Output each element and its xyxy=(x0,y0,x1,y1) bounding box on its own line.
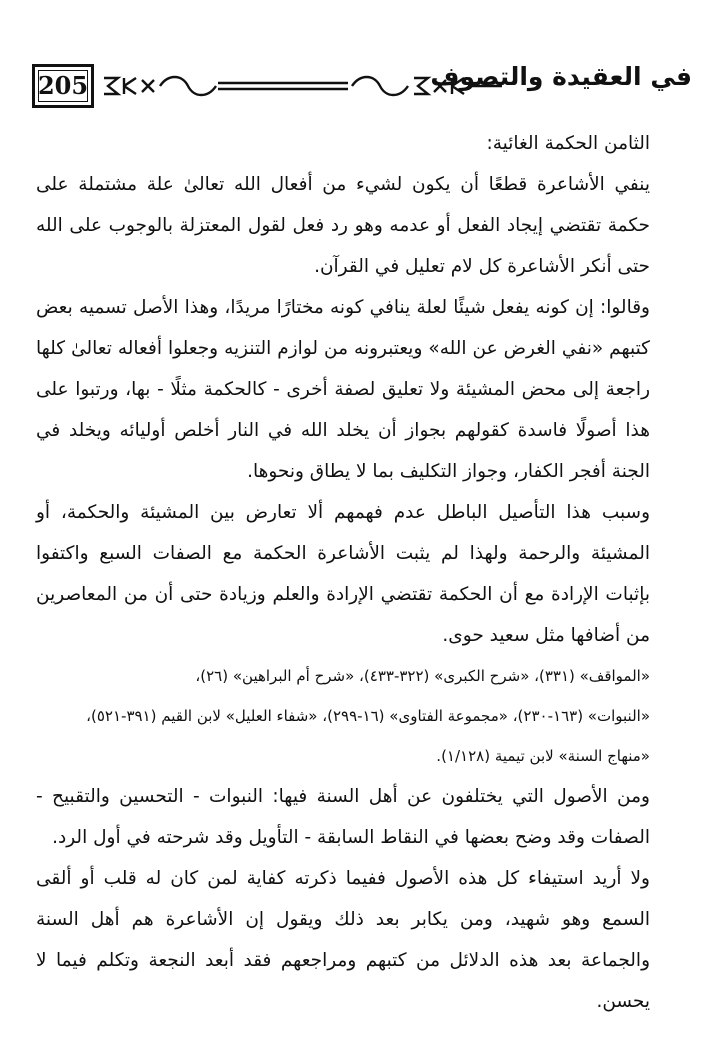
running-header xyxy=(32,60,692,116)
page-number: 205 xyxy=(37,71,89,100)
section-heading: الثامن الحكمة الغائية: xyxy=(486,133,650,154)
paragraph: وسبب هذا التأصيل الباطل عدم فهمهم ألا تعارض بين المشيئة والحكمة، أو المشيئة والرحمة ولهذا لم يثبت الأشاعرة الحكمة مع الصفات السبع واكتفوا بإثبات الإرادة مع أن الحكمة تقتضي الإرادة والعلم وزيادة حتى أن من المعاصرين من أضافها مثل سعيد حوى. xyxy=(36,502,650,646)
running-title: في العقيدة والتصوف xyxy=(430,62,692,91)
paragraph: ولا أريد استيفاء كل هذه الأصول ففيما ذكرته كفاية لمن كان له قلب أو ألقى السمع وهو شهيد، ومن يكابر بعد ذلك ويقول إن الأشاعرة هم أهل السنة والجماعة بعد هذه الدلائل من كتبهم ومراجعهم فقد أبعد النجعة وتكلم فيما لا يحسن. xyxy=(36,868,650,1012)
page-body xyxy=(36,124,650,1022)
reference-line: «النبوات» (١٦٣-٢٣٠)، «مجموعة الفتاوى» (١٦-٢٩٩)، «شفاء العليل» لابن القيم (٣٩١-٥٢١)، xyxy=(86,707,650,725)
reference-line: «منهاج السنة» لابن تيمية (١/١٢٨). xyxy=(436,747,650,765)
reference-line: «المواقف» (٣٣١)، «شرح الكبرى» (٣٢٢-٤٣٣)، «شرح أم البراهين» (٢٦)، xyxy=(195,667,650,685)
paragraph: ومن الأصول التي يختلفون عن أهل السنة فيها: النبوات - التحسين والتقبيح - الصفات وقد وضح بعضها في النقاط السابقة - التأويل وقد شرحته في أول الرد. xyxy=(36,786,650,848)
paragraph: ينفي الأشاعرة قطعًا أن يكون لشيء من أفعال الله تعالىٰ علة مشتملة على حكمة تقتضي إيجاد الفعل أو عدمه وهو رد فعل لقول المعتزلة بالوجوب على الله حتى أنكر الأشاعرة كل لام تعليل في القرآن. xyxy=(36,174,650,277)
page-number-frame xyxy=(32,64,94,108)
paragraph: وقالوا: إن كونه يفعل شيئًا لعلة ينافي كونه مختارًا مريدًا، وهذا الأصل تسميه بعض كتبهم «نفي الغرض عن الله» ويعتبرونه من لوازم التنزيه وجعلوا أفعاله تعالىٰ كلها راجعة إلى محض المشيئة ولا تعليق لصفة أخرى - كالحكمة مثلًا - بها، ورتبوا على هذا أصولًا فاسدة كقولهم بجواز أن يخلد الله في النار أخلص أوليائه ويخلد في الجنة أفجر الكفار، وجواز التكليف بما لا يطاق ونحوها. xyxy=(36,297,650,482)
